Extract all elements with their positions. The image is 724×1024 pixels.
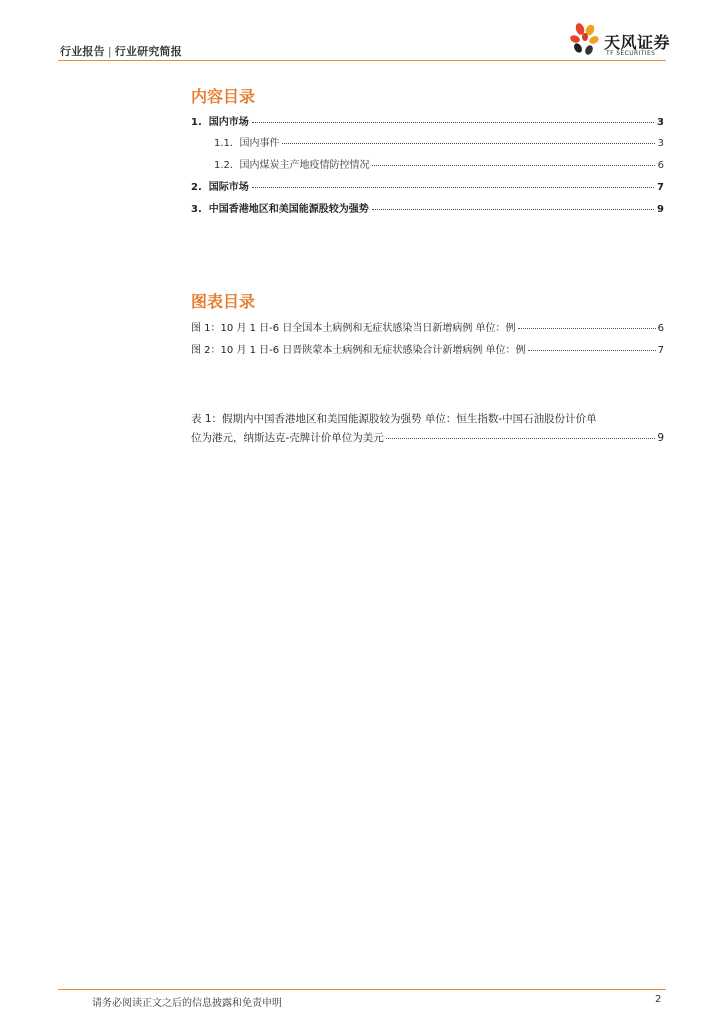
toc-item-number: 1.1. [214,138,234,149]
table-item-page: 9 [657,432,664,444]
table-leader-dots [386,438,656,439]
header-separator: | [107,45,112,58]
figure-leader-dots [528,350,656,351]
toc-item-page: 3 [657,138,664,149]
toc-item-number: 1. [191,117,202,128]
toc-leader-dots [252,187,654,188]
header-divider [58,60,666,61]
toc-leader-dots [372,165,654,166]
contents-title: 内容目录 [191,87,256,106]
toc-item[interactable] [191,178,664,193]
figure-item-label: 图 2：10 月 1 日-6 日晋陕蒙本土病例和无症状感染合计新增病例 单位：例 [191,345,526,356]
figure-item-page: 7 [657,345,664,356]
toc-item-page: 9 [657,204,664,215]
report-type [60,43,182,59]
toc-item-page: 6 [657,160,664,171]
toc-item[interactable] [191,113,664,128]
toc-item-page: 7 [657,182,664,193]
toc-item-label: 国内市场 [208,117,249,128]
report-subcategory: 行业研究简报 [114,45,182,58]
page-number: 2 [655,994,662,1005]
toc-item-number: 1.2. [214,160,234,171]
footer-disclaimer: 请务必阅读正文之后的信息披露和免责申明 [92,998,282,1009]
figure-list-item[interactable] [191,341,664,356]
toc-item-label: 国内事件 [239,138,280,149]
toc-item-label: 国际市场 [208,182,249,193]
figure-item-page: 6 [657,323,664,334]
figures-title: 图表目录 [191,292,256,311]
toc-leader-dots [252,122,654,123]
figure-item-label: 图 1：10 月 1 日-6 日全国本土病例和无症状感染当日新增病例 单位：例 [191,323,516,334]
page-header [0,0,724,62]
logo-text-en: TF SECURITIES [606,50,656,57]
table-list-item[interactable] [191,410,664,448]
table-item-line1: 表 1：假期内中国香港地区和美国能源股较为强势 单位：恒生指数-中国石油股份计价单 [191,413,597,425]
company-logo [568,20,672,58]
report-category: 行业报告 [60,45,105,58]
logo-text-cn: 天风证券 [604,33,671,52]
toc-item-label: 中国香港地区和美国能源股较为强势 [208,204,369,215]
toc-item-label: 国内煤炭主产地疫情防控情况 [239,160,370,171]
table-item-line2: 位为港元，纳斯达克-壳牌计价单位为美元 [191,432,384,444]
toc-item-number: 2. [191,182,202,193]
toc-item-number: 3. [191,204,202,215]
toc-item[interactable] [191,200,664,215]
toc-item[interactable] [214,156,664,171]
toc-item-page: 3 [657,117,664,128]
footer-divider [58,989,666,990]
toc-leader-dots [282,143,654,144]
figure-list-item[interactable] [191,319,664,334]
figure-leader-dots [518,328,656,329]
toc-item[interactable] [214,134,664,149]
flower-logo-icon [568,20,602,58]
toc-leader-dots [372,209,654,210]
